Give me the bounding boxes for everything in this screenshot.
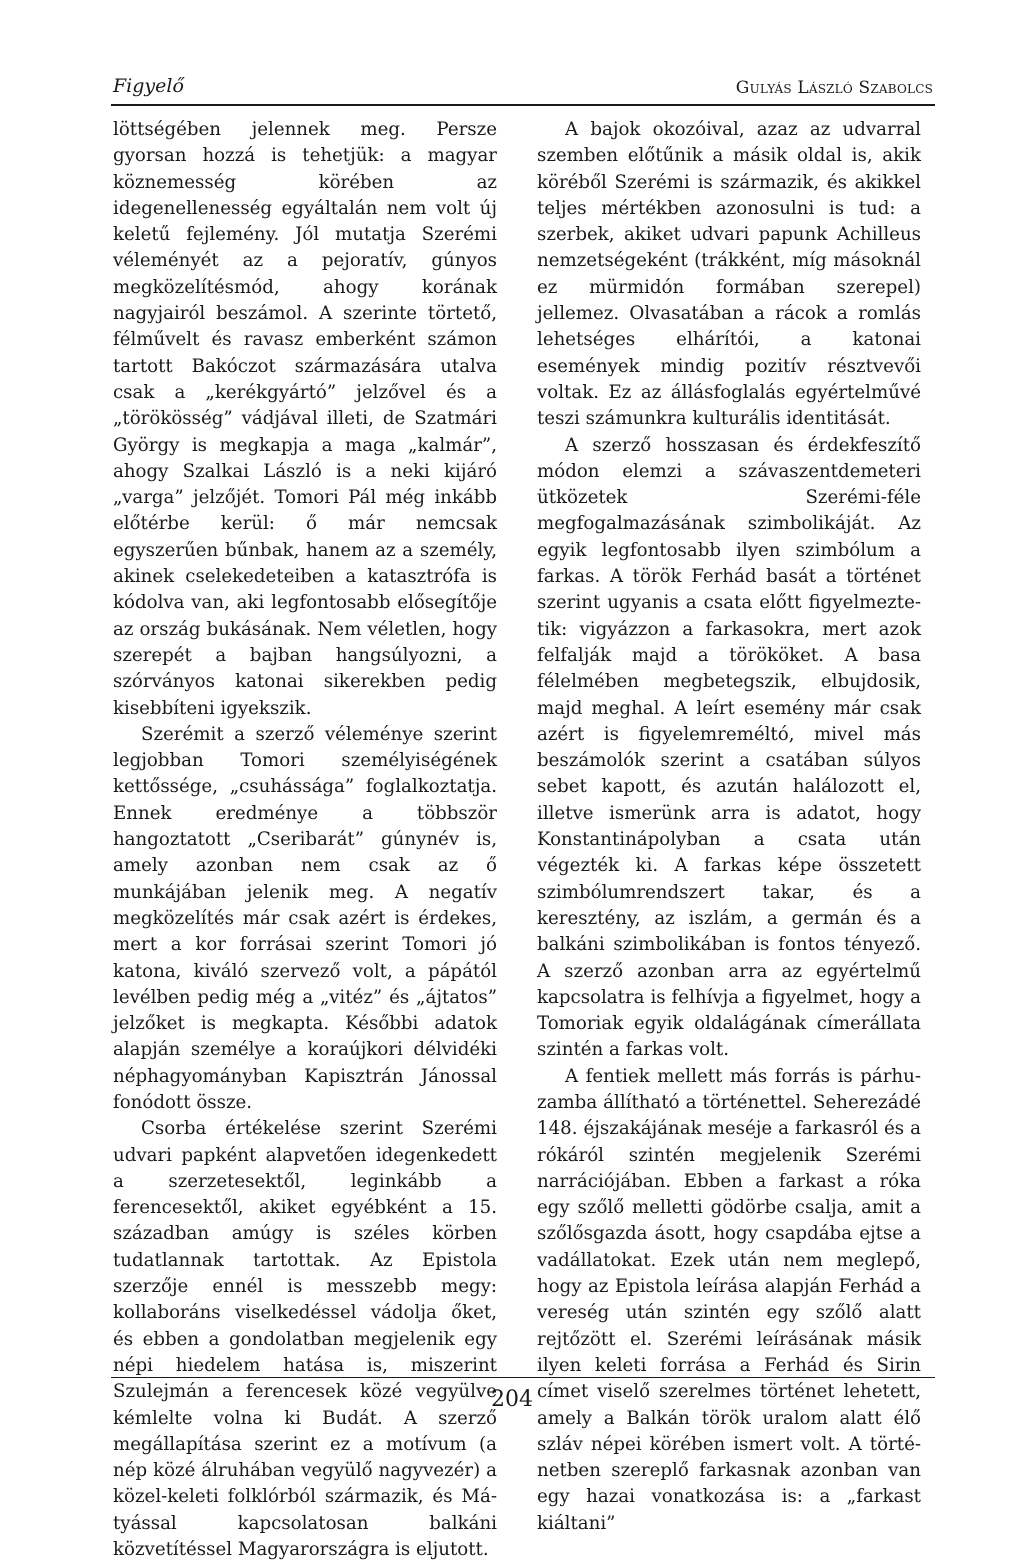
page-number: 204 bbox=[491, 1387, 533, 1412]
paragraph: Csorba értékelése szerint Szerémi udvari papként alapvetően idegenkedett a szerzetesektől, leginkább a ferencesektől, akiket egyébként a 15. században amúgy is széles körben tudatlannak tartottak. Az Epistola szerzője ennél is messzebb megy: kollaboráns viselkedéssel vádolja őket, és ebben a gondolatban megjelenik egy népi hiedelem hatása is, miszerint Szulejmán a ferencesek közé vegyülve kémlelte volna ki Budát. A szerző megállapítása szerint ez a motívum (a nép közé álruhában vegyülő nagyvezér) a közel-keleti folklórból származik, és Mátyással kapcsolatosan balkáni közvetítéssel Magyarországra is eljutott. bbox=[113, 1118, 497, 1561]
right-column bbox=[537, 117, 921, 1537]
author-name: Gulyás László Szabolcs bbox=[735, 78, 933, 98]
paragraph: löttségében jelennek meg. Persze gyorsan hozzá is tehetjük: a magyar köznemesség körében az idegenellenesség egyáltalán nem volt új keletű fejlemény. Jól mutatja Szerémi véleményét az a pejoratív, gúnyos megközelítésmód, ahogy korának nagyjairól beszámol. A szerinte törtető, félművelt és ravasz emberként számon tartott Bakóczot származására utalva csak a „kerékgyártó” jelzővel és a „törökösség” vádjával illeti, de Szatmári György is megkapja a maga „kalmár”, ahogy Szalkai László is a neki kijáró „varga” jelzőjét. Tomori Pál még inkább előtérbe kerül: ő már nemcsak egyszerűen bűnbak, hanem az a személy, akinek cselekedeteiben a katasztrófa is kódolva van, aki legfontosabb elősegítője az ország bukásának. Nem véletlen, hogy szerepét a bajban hangsúlyozni, a szórványos katonai sikerekben pedig kisebbíteni igyekszik. bbox=[113, 119, 497, 719]
paragraph: A fentiek mellett más forrás is párhuzamba állítható a történettel. Seherezádé 148. éjszakájának meséje a farkasról és a rókáról szintén megjelenik Szerémi narrációjában. Ebben a farkast a róka egy szőlő melletti gödörbe csalja, amit a szőlősgazda ásott, hogy csapdába ejtse a vadállatokat. Ezek után nem meglepő, hogy az Epistola leírása alapján Ferhád a vereség után szintén egy szőlő alatt rejtőzött el. Szerémi leírásának másik ilyen keleti forrása a Ferhád és Sirin címet viselő szerelmes történet lehetett, amely a Balkán török uralom alatt élő szláv népei körében ismert volt. A történetben szereplő farkasnak azonban van egy hazai vonatkozása is: a „farkast kiáltani” bbox=[537, 1065, 921, 1534]
paragraph: Szerémit a szerző véleménye szerint legjobban Tomori személyiségének kettőssége, „csuhássága” foglalkoztatja. Ennek eredménye a többször hangoztatott „Cseribarát” gúnynév is, amely azonban nem csak az ő munkájában jelenik meg. A negatív megközelítés már csak azért is érdekes, mert a kor forrásai szerint Tomori jó katona, kiváló szervező volt, a pápától levélben pedig még a „vitéz” és „ájtatos” jelzőket is megkapta. Későbbi adatok alapján személye a koraújkori délvidéki néphagyományban Kapisztrán Jánossal fonódott össze. bbox=[113, 723, 497, 1113]
paragraph: A bajok okozóival, azaz az udvarral szemben előtűnik a másik oldal is, akik köréből Szerémi is származik, és akikkel teljes mértékben azonosulni is tud: a szerbek, akiket udvari papunk Achilleus nemzetségeként (trákként, míg másoknál ez mürmidón formában szerepel) jellemez. Olvasatában a rácok a romlás lehetséges elhárítói, a katonai események mindig pozitív résztvevői voltak. Ez az állásfoglalás egyértelművé teszi számunkra kulturális identitását. bbox=[537, 119, 921, 430]
footer-rule bbox=[111, 1377, 935, 1378]
left-column bbox=[113, 117, 497, 1563]
running-header bbox=[111, 74, 935, 106]
section-title: Figyelő bbox=[113, 75, 184, 97]
paragraph: A szerző hosszasan és érdekfeszítő módon elemzi a szávaszentdemeteri ütközetek Szerémi-féle megfogalmazásának szimbolikáját. Az egyik legfontosabb ilyen szimbólum a farkas. A török Ferhád basát a történet szerint ugyanis a csata előtt figyelmeztetik: vigyázzon a farkasokra, mert azok felfalják majd a törököket. A basa félelmében megbetegszik, elbujdosik, majd meghal. A leírt esemény már csak azért is figyelemreméltó, mivel más beszámolók szerint a csatában súlyos sebet kapott, és azután halálozott el, illetve ismerünk arra is adatot, hogy Konstantinápolyban a csata után végezték ki. A farkas képe összetett szimbólumrendszert takar, és a keresztény, az iszlám, a germán és a balkáni szimbolikában is fontos tényező. A szerző azonban arra az egyértelmű kapcsolatra is felhívja a figyelmet, hogy a Tomoriak egyik oldalágának címerállata szintén a farkas volt. bbox=[537, 434, 921, 1061]
